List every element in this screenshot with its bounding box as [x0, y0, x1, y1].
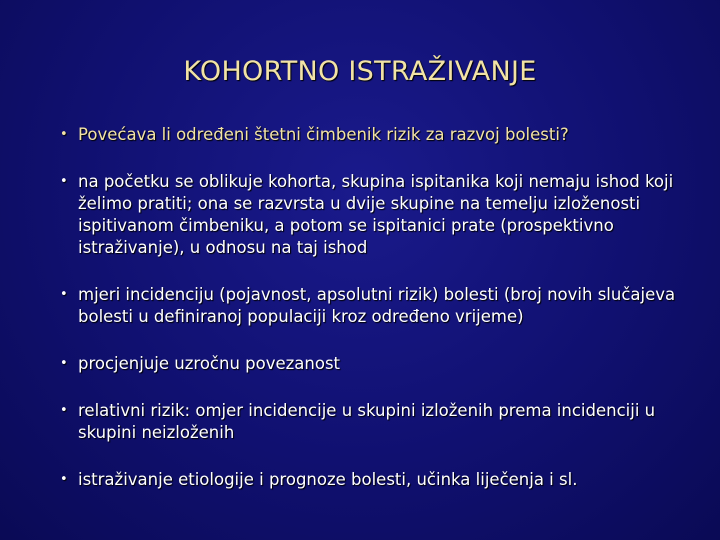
bullet-text: Povećava li određeni štetni čimbenik rizik za razvoj bolesti? [78, 125, 569, 144]
bullet-dot-icon: • [60, 472, 68, 487]
bullet-item-incidence [58, 284, 698, 328]
bullet-text: mjeri incidenciju (pojavnost, apsolutni rizik) bolesti (broj novih slučajeva bolesti u definiranoj populaciji kroz određeno vrijeme) [78, 285, 676, 326]
bullet-dot-icon: • [60, 174, 68, 189]
bullet-dot-icon: • [60, 403, 68, 418]
bullet-text: procjenjuje uzročnu povezanost [78, 354, 341, 373]
bullet-dot-icon: • [60, 287, 68, 302]
slide-title: KOHORTNO ISTRAŽIVANJE [183, 56, 537, 87]
bullet-item-etiology [58, 469, 698, 491]
bullet-text: na početku se oblikuje kohorta, skupina ispitanika koji nemaju ishod koji želimo pratiti; ona se razvrsta u dvije skupine na temelju izloženosti ispitivanom čimbeniku, a potom se ispitanici prate (prospektivno istraživanje), u odnosu na taj ishod [78, 172, 674, 257]
bullet-text: istraživanje etiologije i prognoze bolesti, učinka liječenja i sl. [78, 470, 578, 489]
bullet-dot-icon: • [60, 356, 68, 371]
bullet-item-cohort [58, 171, 698, 259]
bullet-item-question [58, 124, 698, 146]
bullet-list [58, 124, 698, 491]
bullet-item-relative-risk [58, 400, 698, 444]
bullet-item-causality [58, 353, 698, 375]
bullet-dot-icon: • [60, 127, 68, 142]
bullet-text: relativni rizik: omjer incidencije u skupini izloženih prema incidenciji u skupini neizloženih [78, 401, 656, 442]
